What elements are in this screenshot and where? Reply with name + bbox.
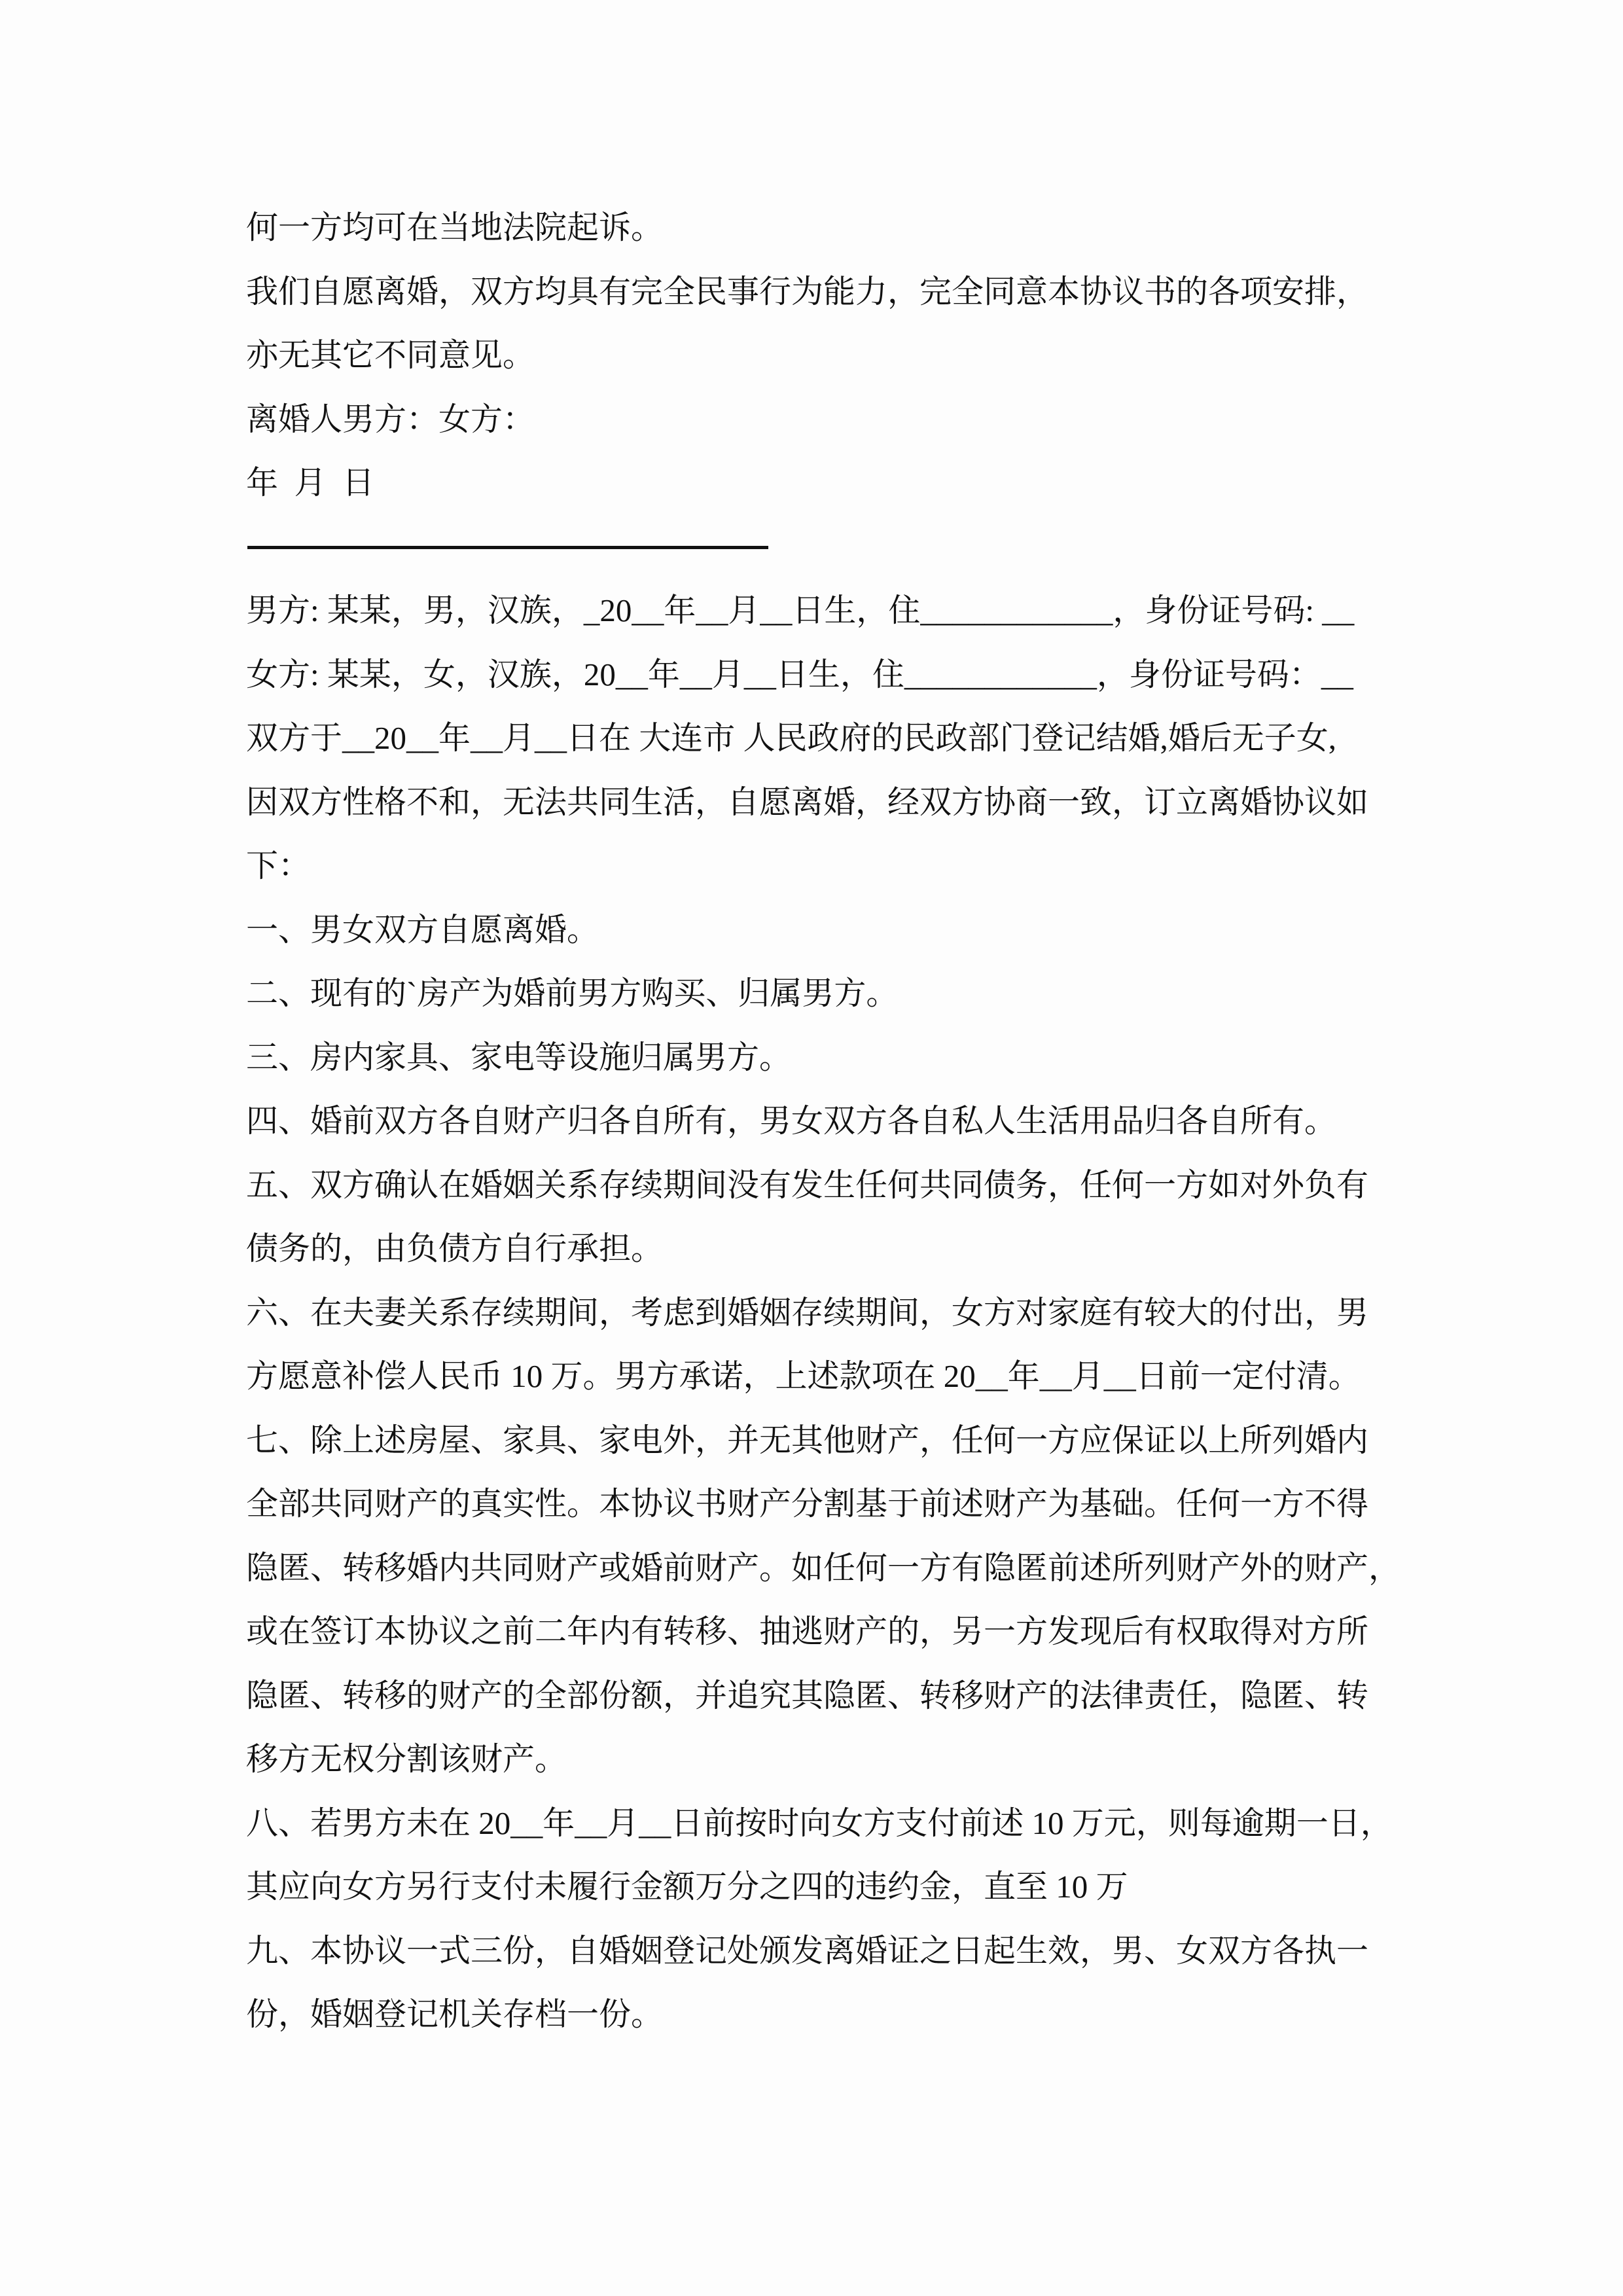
section-separator [246,524,1398,588]
clause-7-cont-4: 隐匿、转移的财产的全部份额，并追究其隐匿、转移财产的法律责任，隐匿、转 [246,1677,1369,1713]
clause-7-cont-1: 全部共同财产的真实性。本协议书财产分割基于前述财产为基础。任何一方不得 [246,1486,1369,1522]
text-line-voluntary-statement: 我们自愿离婚，双方均具有完全民事行为能力，完全同意本协议书的各项安排， [246,273,1369,310]
clause-7-cont-3: 或在签订本协议之前二年内有转移、抽逃财产的，另一方发现后有权取得对方所 [246,1613,1369,1649]
clause-1: 一、男女双方自愿离婚。 [246,911,599,948]
clause-5: 五、双方确认在婚姻关系存续期间没有发生任何共同债务，任何一方如对外负有 [246,1166,1369,1203]
clause-8-cont: 其应向女方另行支付未履行金额万分之四的违约金，直至 10 万 [246,1869,1128,1905]
text-line-no-objection: 亦无其它不同意见。 [246,337,535,373]
clause-7-cont-5: 移方无权分割该财产。 [246,1741,567,1777]
clause-7-cont-2: 隐匿、转移婚内共同财产或婚前财产。如任何一方有隐匿前述所列财产外的财产， [246,1549,1401,1586]
clause-2: 二、现有的`房产为婚前男方购买、归属男方。 [246,975,899,1011]
clause-9-cont: 份，婚姻登记机关存档一份。 [246,1996,664,2032]
signature-line-parties: 离婚人男方：女方： [246,401,535,437]
text-line-female-party-info: 女方: 某某，女，汉族，20__年__月__日生，住____________，身份证号码：__ [246,656,1353,692]
text-line-court-clause: 何一方均可在当地法院起诉。 [246,209,664,245]
clause-6: 六、在夫妻关系存续期间，考虑到婚姻存续期间，女方对家庭有较大的付出，男 [246,1294,1369,1331]
clause-3: 三、房内家具、家电等设施归属男方。 [246,1039,792,1075]
text-line-divorce-reason-cont: 下： [246,848,311,884]
clause-8: 八、若男方未在 20__年__月__日前按时向女方支付前述 10 万元，则每逾期一日， [246,1804,1393,1841]
clause-6-cont: 方愿意补偿人民币 10 万。男方承诺，上述款项在 20__年__月__日前一定付清。 [246,1358,1361,1394]
signature-date-line: 年 月 日 [246,465,375,501]
clause-7: 七、除上述房屋、家具、家电外，并无其他财产，任何一方应保证以上所列婚内 [246,1422,1369,1458]
clause-4: 四、婚前双方各自财产归各自所有，男女双方各自私人生活用品归各自所有。 [246,1103,1337,1139]
text-line-male-party-info: 男方: 某某，男，汉族，_20__年__月__日生，住____________，身份证号码: __ [246,592,1355,628]
clause-9: 九、本协议一式三份，自婚姻登记处颁发离婚证之日起生效，男、女双方各执一 [246,1932,1369,1969]
clause-5-cont: 债务的，由负债方自行承担。 [246,1230,664,1266]
separator-rule [247,546,768,549]
text-line-marriage-registration: 双方于__20__年__月__日在 大连市 人民政府的民政部门登记结婚,婚后无子女, [246,720,1337,756]
document-body [246,204,1401,2055]
text-line-divorce-reason: 因双方性格不和，无法共同生活，自愿离婚，经双方协商一致，订立离婚协议如 [246,783,1369,820]
